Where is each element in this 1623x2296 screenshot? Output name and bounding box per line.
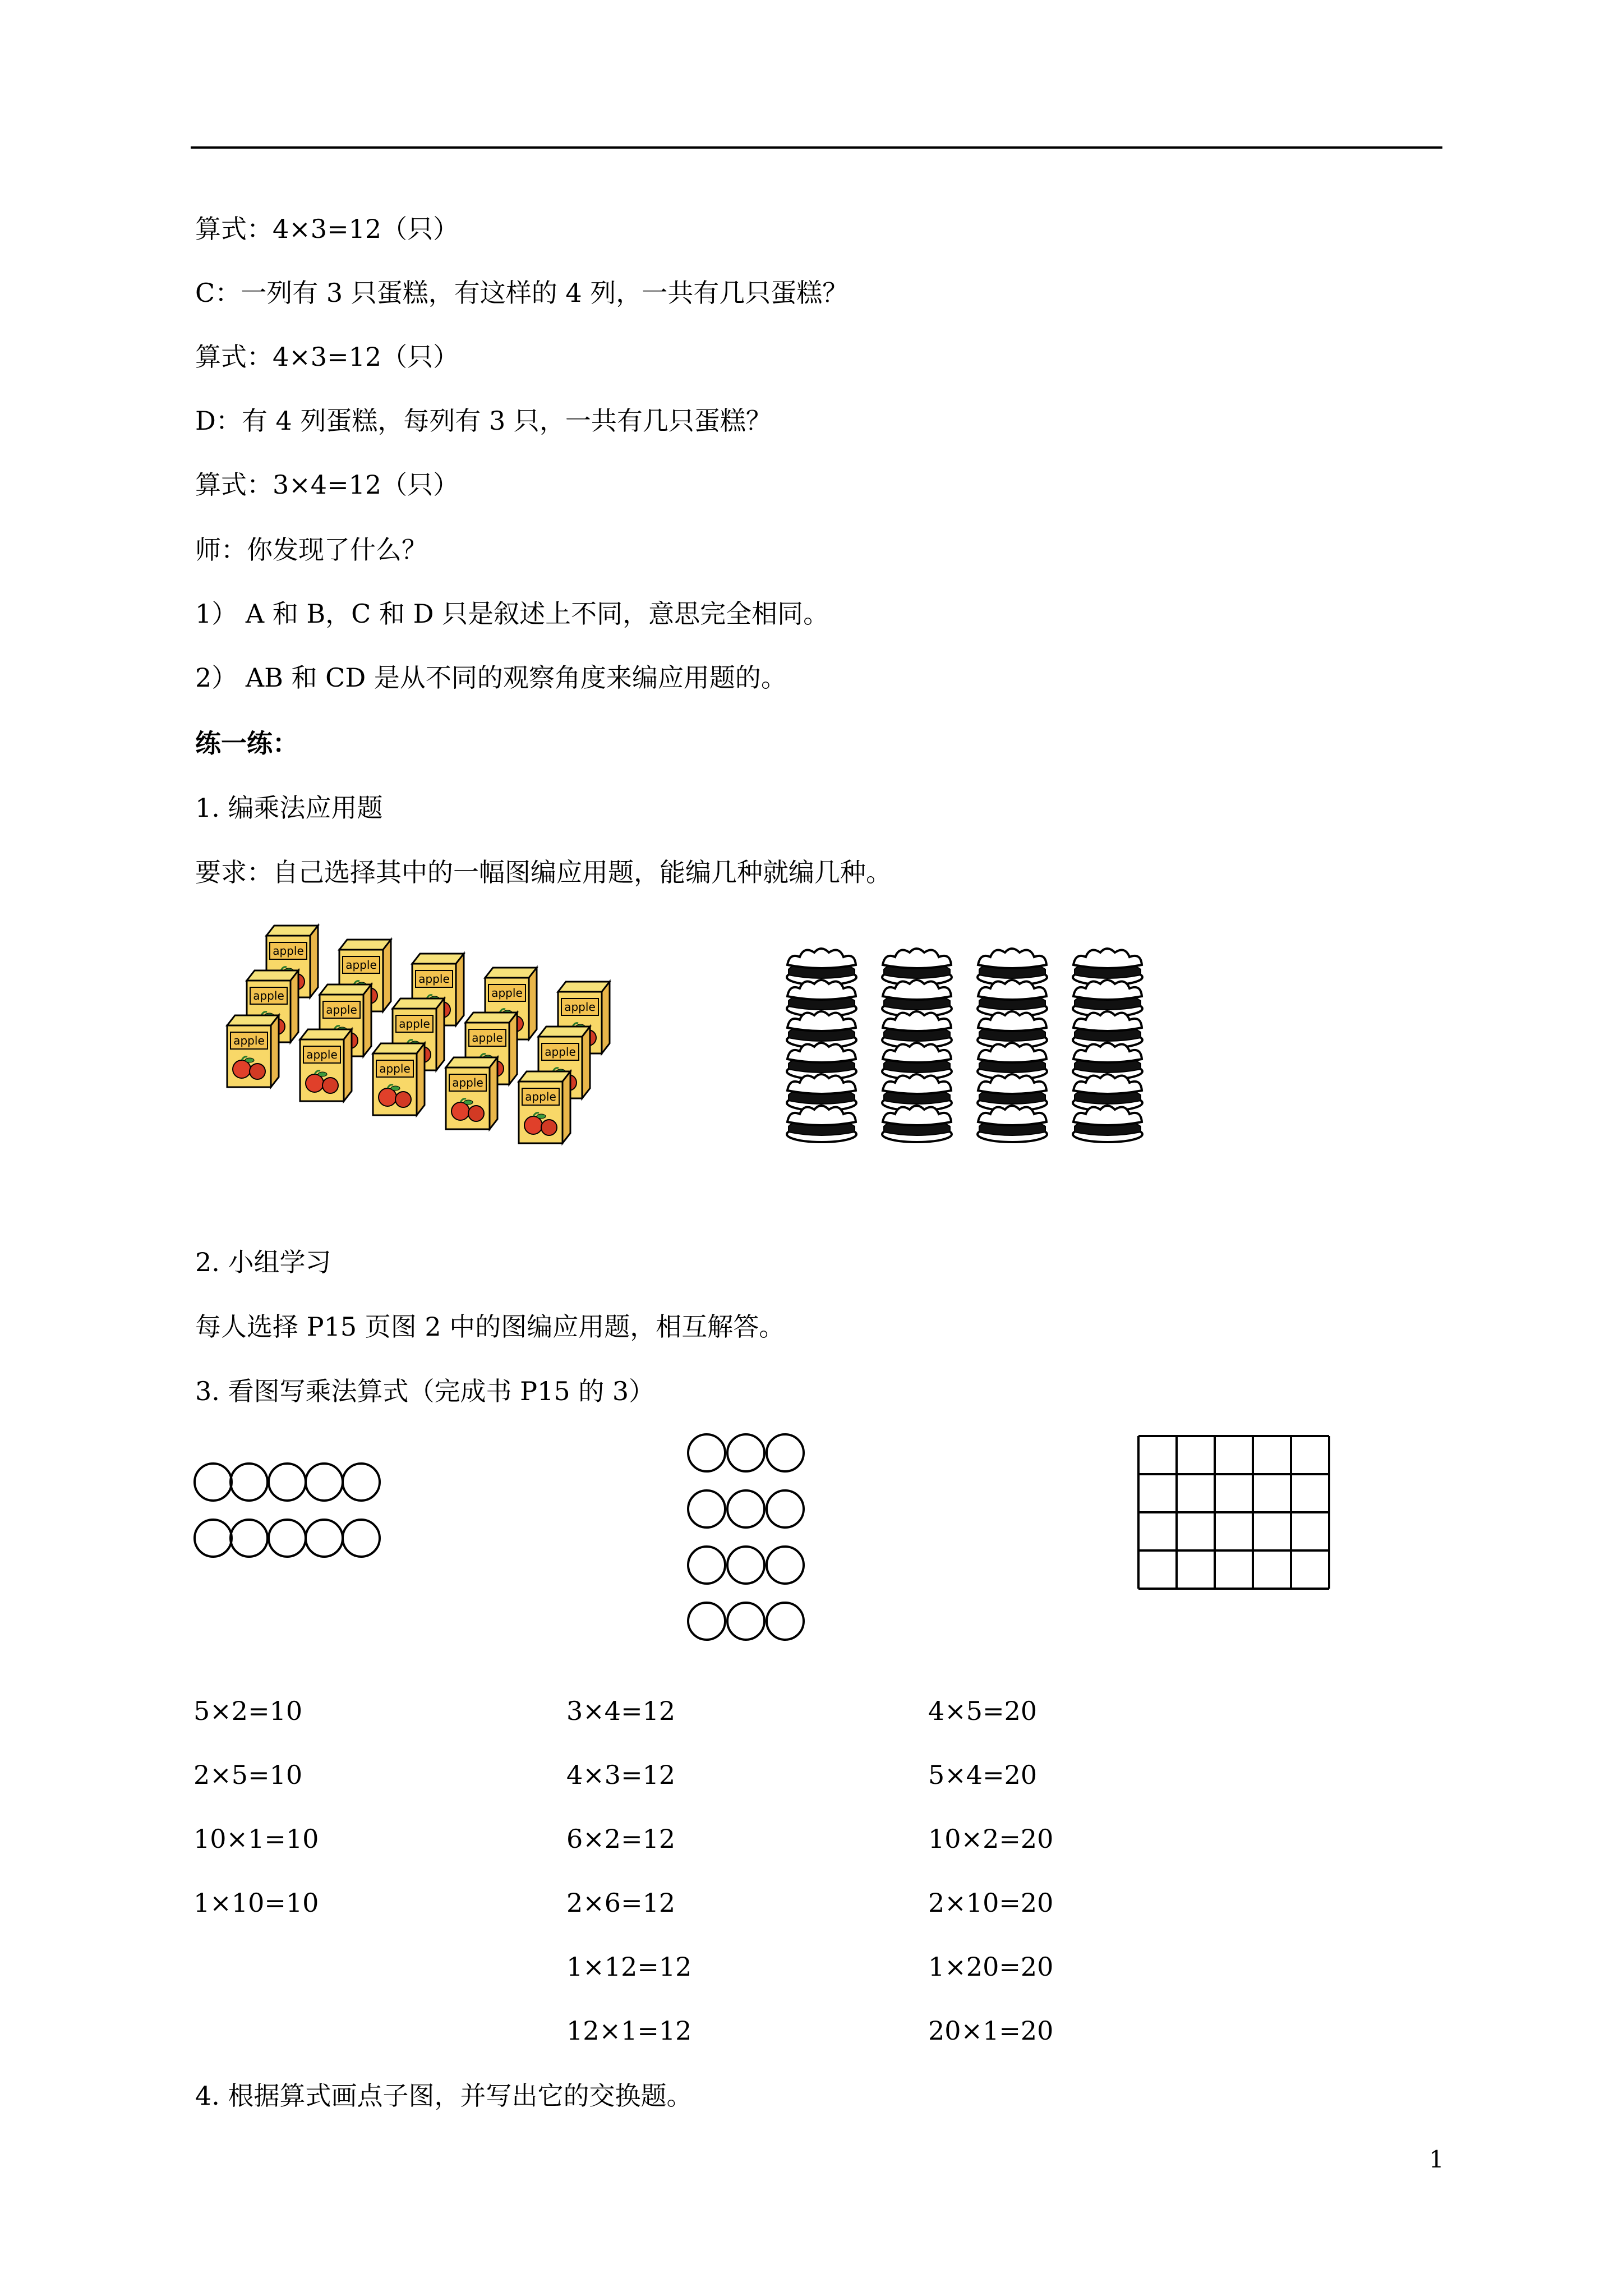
juice-box-label: apple [273,944,304,958]
juice-boxes-illustration [213,914,639,1184]
juice-box [227,1015,279,1087]
text-line-1: 算式：4×3=12（只） [195,214,459,244]
text-line-4: D：有 4 列蛋糕，每列有 3 只，一共有几只蛋糕？ [195,406,772,436]
juice-box-label: apple [253,989,284,1002]
equation: 10×1=10 [193,1824,319,1854]
equation: 20×1=20 [928,2016,1054,2046]
circle [230,1520,268,1557]
circle [343,1520,380,1557]
equation: 2×6=12 [566,1888,676,1918]
juice-box-label: apple [326,1003,357,1016]
juice-box-label: apple [233,1034,265,1047]
juice-box-label: apple [452,1076,483,1089]
page-number: 1 [1429,2146,1444,2173]
text-line-7: 1） A 和 B，C 和 D 只是叙述上不同，意思完全相同。 [195,599,829,629]
juice-box-label: apple [418,972,450,986]
equation: 1×20=20 [928,1952,1054,1982]
circle [767,1434,804,1471]
juice-box [300,1029,352,1101]
text-line-10: 1. 编乘法应用题 [195,793,383,823]
juice-box [519,1071,570,1143]
circle [195,1520,232,1557]
juice-box-label: apple [472,1031,503,1045]
juice-box-label: apple [564,1000,596,1014]
circle [230,1464,268,1501]
circle [688,1434,725,1471]
equation: 12×1=12 [566,2016,692,2046]
text-line-14: 3. 看图写乘法算式（完成书 P15 的 3） [195,1376,655,1406]
text-line-2: C：一列有 3 只蛋糕，有这样的 4 列，一共有几只蛋糕？ [195,278,849,308]
juice-box [373,1043,425,1115]
circle [306,1520,343,1557]
section-heading-practice: 练一练： [195,728,298,758]
equation: 6×2=12 [566,1824,676,1854]
circle [727,1547,764,1584]
circles-figure-3x4 [685,1430,837,1644]
text-line-5: 算式：3×4=12（只） [195,470,459,500]
juice-box-label: apple [525,1090,556,1103]
text-line-15: 4. 根据算式画点子图，并写出它的交换题。 [195,2081,693,2111]
equation: 10×2=20 [928,1824,1054,1854]
juice-box [446,1057,497,1129]
text-line-3: 算式：4×3=12（只） [195,342,459,372]
juice-box-label: apple [306,1048,338,1061]
text-line-6: 师：你发现了什么？ [195,535,427,565]
circle [767,1603,804,1640]
cake [787,1106,856,1142]
circle [195,1464,232,1501]
circle [269,1520,306,1557]
cake [1073,1106,1142,1142]
equation: 5×2=10 [193,1696,303,1726]
equation: 4×3=12 [566,1760,676,1790]
juice-box-label: apple [545,1045,576,1059]
circle [306,1464,343,1501]
grid-figure-5x4 [1133,1430,1335,1593]
circle [269,1464,306,1501]
equation: 2×10=20 [928,1888,1054,1918]
circle [727,1603,764,1640]
text-line-11: 要求：自己选择其中的一幅图编应用题，能编几种就编几种。 [195,857,892,887]
circle [767,1490,804,1527]
circle [727,1434,764,1471]
juice-box-label: apple [379,1062,411,1075]
circle [688,1603,725,1640]
circle [727,1490,764,1527]
equation: 3×4=12 [566,1696,676,1726]
juice-box-label: apple [399,1017,430,1030]
text-line-12: 2. 小组学习 [195,1247,331,1277]
equation: 2×5=10 [193,1760,303,1790]
equation: 1×10=10 [193,1888,319,1918]
juice-box-label: apple [491,986,523,1000]
circles-figure-5x2 [191,1458,437,1565]
equation: 4×5=20 [928,1696,1038,1726]
cake [978,1106,1047,1142]
juice-box-label: apple [345,958,377,972]
circle [688,1547,725,1584]
text-line-8: 2） AB 和 CD 是从不同的观察角度来编应用题的。 [195,662,787,693]
header-rule [191,146,1442,149]
cakes-illustration [780,942,1172,1178]
circle [343,1464,380,1501]
circle [688,1490,725,1527]
text-line-13: 每人选择 P15 页图 2 中的图编应用题，相互解答。 [195,1312,785,1342]
equation: 5×4=20 [928,1760,1038,1790]
cake [882,1106,952,1142]
equation: 1×12=12 [566,1952,692,1982]
circle [767,1547,804,1584]
